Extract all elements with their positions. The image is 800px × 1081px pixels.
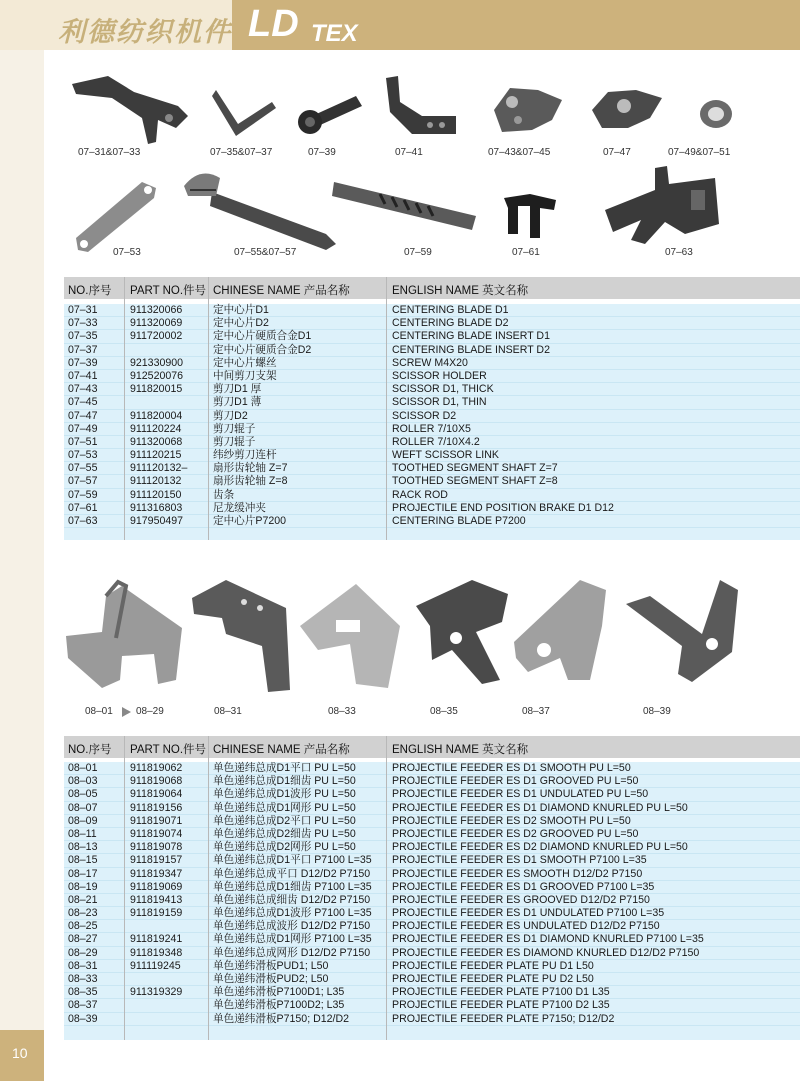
table-row xyxy=(64,370,800,383)
chinese-name-cell: 尼龙缓冲夹 xyxy=(213,501,266,514)
photo-caption: 07–49&07–51 xyxy=(668,147,731,158)
chinese-name-cell: 单色递纬总成D1波形 P7100 L=35 xyxy=(213,907,372,920)
english-name-cell: PROJECTILE FEEDER ES D2 SMOOTH PU L=50 xyxy=(392,814,631,827)
chinese-name-cell: 单色递纬滑板P7100D1; L35 xyxy=(213,986,345,999)
rack-rod-image xyxy=(330,176,480,236)
table-row xyxy=(64,762,800,775)
table-row xyxy=(64,986,800,999)
part-number-cell: 911320068 xyxy=(130,435,183,448)
part-no-cell: 07–43 xyxy=(68,383,98,396)
chinese-name-cell: 单色递纬总成D1平口 P7100 L=35 xyxy=(213,854,372,867)
part-number-cell: 911819347 xyxy=(130,867,183,880)
chinese-name-cell: 单色递纬总成平口 D12/D2 P7150 xyxy=(213,867,371,880)
table1-divider xyxy=(124,277,125,540)
part-no-cell: 08–11 xyxy=(68,827,97,840)
feeder-plate-p7100-d1-image xyxy=(412,576,512,688)
part-no-cell: 08–05 xyxy=(68,788,98,801)
english-name-cell: TOOTHED SEGMENT SHAFT Z=8 xyxy=(392,475,558,488)
feeder-plate-p7150-image xyxy=(622,576,742,686)
chinese-name-cell: 剪刀D1 厚 xyxy=(213,383,262,396)
table-row xyxy=(64,881,800,894)
table-row xyxy=(64,330,800,343)
english-name-cell: SCREW M4X20 xyxy=(392,356,468,369)
part-number-cell: 911819157 xyxy=(130,854,183,867)
photo-caption: 07–55&07–57 xyxy=(234,247,297,258)
photo-caption: 08–33 xyxy=(328,706,356,717)
english-name-cell: SCISSOR D2 xyxy=(392,409,457,422)
english-name-cell: ROLLER 7/10X5 xyxy=(392,422,471,435)
english-name-cell: PROJECTILE FEEDER ES DIAMOND KNURLED D12/D2 P7150 xyxy=(392,946,700,959)
part-number-cell: 911120224 xyxy=(130,422,182,435)
chinese-name-cell: 定中心片硬质合金D1 xyxy=(213,330,312,343)
table-row xyxy=(64,317,800,330)
english-name-cell: CENTERING BLADE D2 xyxy=(392,317,509,330)
photo-caption: 07–47 xyxy=(603,147,631,158)
part-number-cell: 917950497 xyxy=(130,515,184,527)
english-name-cell: CENTERING BLADE INSERT D1 xyxy=(392,330,550,343)
end-position-brake-image xyxy=(500,192,560,242)
part-no-cell: 08–21 xyxy=(68,893,98,906)
page-number-box xyxy=(0,1030,44,1081)
chinese-name-cell: 单色递纬总成D1细齿 P7100 L=35 xyxy=(213,880,372,893)
chinese-name-cell: 定中心片D1 xyxy=(213,304,269,316)
english-name-cell: SCISSOR D1, THIN xyxy=(392,396,487,409)
blade-insert-image xyxy=(210,80,280,140)
table-row xyxy=(64,383,800,396)
table-row xyxy=(64,396,800,409)
table-row xyxy=(64,1013,800,1026)
part-number-cell: 911819348 xyxy=(130,946,183,959)
part-number-cell: 911319329 xyxy=(130,986,183,999)
table-row xyxy=(64,475,800,488)
part-number-cell: 911120132 xyxy=(130,475,182,488)
chinese-name-cell: 中间剪刀支架 xyxy=(213,369,277,382)
part-number-cell: 911820004 xyxy=(130,409,183,422)
part-no-cell: 07–39 xyxy=(68,356,98,369)
english-name-cell: PROJECTILE FEEDER ES GROOVED D12/D2 P7150 xyxy=(392,893,650,906)
part-no-cell: 08–09 xyxy=(68,814,98,827)
english-name-cell: PROJECTILE FEEDER PLATE P7150; D12/D2 xyxy=(392,1012,615,1025)
photo-caption: 08–01 xyxy=(85,706,113,717)
col-english-header: ENGLISH NAME 英文名称 xyxy=(392,744,529,756)
roller-image xyxy=(696,96,736,132)
brand-chinese-name: 利德纺织机件 xyxy=(58,17,232,48)
toothed-segment-shaft-image xyxy=(176,164,346,254)
english-name-cell: PROJECTILE FEEDER ES D1 GROOVED P7100 L=35 xyxy=(392,880,655,893)
chinese-name-cell: 剪刀辊子 xyxy=(213,435,256,448)
chinese-name-cell: 定中心片P7200 xyxy=(213,515,287,527)
part-no-cell: 08–27 xyxy=(68,933,98,946)
table2-divider xyxy=(386,736,387,1040)
part-no-cell: 07–59 xyxy=(68,488,98,501)
table-row xyxy=(64,449,800,462)
photo-caption: 08–31 xyxy=(214,706,242,717)
chinese-name-cell: 剪刀辊子 xyxy=(213,422,256,435)
photo-caption: 07–43&07–45 xyxy=(488,147,551,158)
col-chinese-header: CHINESE NAME 产品名称 xyxy=(213,744,350,756)
part-no-cell: 08–01 xyxy=(68,762,98,774)
part-no-cell: 07–41 xyxy=(68,369,98,382)
english-name-cell: CENTERING BLADE P7200 xyxy=(392,515,526,527)
table-row xyxy=(64,788,800,801)
photo-caption: 07–39 xyxy=(308,147,336,158)
table-row xyxy=(64,999,800,1012)
table-row xyxy=(64,854,800,867)
english-name-cell: PROJECTILE FEEDER PLATE PU D2 L50 xyxy=(392,973,594,985)
parts-table-08 xyxy=(64,762,800,1040)
left-margin-strip xyxy=(0,50,44,1081)
english-name-cell: ROLLER 7/10X4.2 xyxy=(392,435,480,448)
scissor-d1-image xyxy=(488,80,568,140)
part-no-cell: 08–15 xyxy=(68,854,98,867)
chinese-name-cell: 单色递纬滑板PUD2; L50 xyxy=(213,973,329,985)
part-number-cell: 911120132– xyxy=(130,462,188,475)
chinese-name-cell: 单色递纬滑板PUD1; L50 xyxy=(213,959,329,972)
table-row xyxy=(64,436,800,449)
col-chinese-header: CHINESE NAME 产品名称 xyxy=(213,285,350,297)
table-row xyxy=(64,304,800,317)
chinese-name-cell: 单色递纬总成D2细齿 PU L=50 xyxy=(213,827,356,840)
table-row xyxy=(64,344,800,357)
part-no-cell: 07–31 xyxy=(68,304,98,316)
part-no-cell: 07–49 xyxy=(68,422,98,435)
photo-caption: 07–41 xyxy=(395,147,423,158)
part-number-cell: 911819068 xyxy=(130,775,183,788)
english-name-cell: PROJECTILE FEEDER ES SMOOTH D12/D2 P7150 xyxy=(392,867,643,880)
part-no-cell: 08–19 xyxy=(68,880,98,893)
chinese-name-cell: 定中心片螺丝 xyxy=(213,356,277,369)
part-no-cell: 07–53 xyxy=(68,449,98,462)
english-name-cell: SCISSOR D1, THICK xyxy=(392,383,494,396)
table-row xyxy=(64,828,800,841)
page-number: 10 xyxy=(12,1045,28,1061)
projectile-feeder-assembly-image xyxy=(62,576,186,698)
chinese-name-cell: 剪刀D2 xyxy=(213,409,248,422)
arrow-right-icon xyxy=(120,706,132,718)
table-row xyxy=(64,502,800,515)
english-name-cell: CENTERING BLADE INSERT D2 xyxy=(392,343,550,356)
table-row xyxy=(64,815,800,828)
part-no-cell: 07–51 xyxy=(68,435,98,448)
col-part-header: PART NO.件号 xyxy=(130,744,207,756)
table1-header xyxy=(64,277,800,299)
chinese-name-cell: 单色递纬滑板P7100D2; L35 xyxy=(213,999,345,1012)
weft-scissor-link-image xyxy=(72,176,162,256)
feeder-plate-pu-d1-image xyxy=(186,578,294,696)
part-number-cell: 911819069 xyxy=(130,880,183,893)
table1-divider xyxy=(208,277,209,540)
chinese-name-cell: 单色递纬总成细齿 D12/D2 P7150 xyxy=(213,893,371,906)
part-number-cell: 911819078 xyxy=(130,841,183,854)
part-no-cell: 08–39 xyxy=(68,1012,98,1025)
photo-caption: 08–39 xyxy=(643,706,671,717)
part-number-cell: 911120150 xyxy=(130,488,182,501)
english-name-cell: PROJECTILE FEEDER ES D1 DIAMOND KNURLED P7100 L=35 xyxy=(392,933,704,946)
photo-caption: 07–59 xyxy=(404,247,432,258)
table-row xyxy=(64,894,800,907)
chinese-name-cell: 单色递纬总成D1波形 PU L=50 xyxy=(213,788,356,801)
scissor-d2-image xyxy=(588,84,668,140)
part-no-cell: 07–57 xyxy=(68,475,98,488)
table-row xyxy=(64,960,800,973)
part-number-cell: 911819062 xyxy=(130,762,183,774)
table2-header xyxy=(64,736,800,758)
table-row xyxy=(64,462,800,475)
english-name-cell: RACK ROD xyxy=(392,488,448,501)
brand-cn-block xyxy=(0,0,232,50)
photo-caption: 08–37 xyxy=(522,706,550,717)
part-no-cell: 08–35 xyxy=(68,986,98,999)
english-name-cell: PROJECTILE FEEDER ES D1 SMOOTH P7100 L=35 xyxy=(392,854,647,867)
table-row xyxy=(64,423,800,436)
chinese-name-cell: 定中心片硬质合金D2 xyxy=(213,343,312,356)
table-row xyxy=(64,947,800,960)
part-number-cell: 911819064 xyxy=(130,788,183,801)
english-name-cell: PROJECTILE FEEDER ES D1 SMOOTH PU L=50 xyxy=(392,762,631,774)
part-no-cell: 07–63 xyxy=(68,515,98,527)
part-number-cell: 921330900 xyxy=(130,356,184,369)
centering-blade-p7200-image xyxy=(595,162,725,252)
chinese-name-cell: 纬纱剪刀连杆 xyxy=(213,449,277,462)
chinese-name-cell: 单色递纬总成D1网形 P7100 L=35 xyxy=(213,933,372,946)
part-no-cell: 08–31 xyxy=(68,959,98,972)
table-row xyxy=(64,868,800,881)
part-number-cell: 911320069 xyxy=(130,317,183,330)
chinese-name-cell: 扇形齿轮轴 Z=7 xyxy=(213,462,288,475)
photo-caption: 07–61 xyxy=(512,247,540,258)
part-no-cell: 07–37 xyxy=(68,343,98,356)
chinese-name-cell: 单色递纬总成D1网形 PU L=50 xyxy=(213,801,356,814)
table-row xyxy=(64,357,800,370)
table-row xyxy=(64,410,800,423)
part-number-cell: 911820015 xyxy=(130,383,183,396)
part-no-cell: 08–25 xyxy=(68,920,98,933)
chinese-name-cell: 定中心片D2 xyxy=(213,317,269,330)
table-row xyxy=(64,802,800,815)
part-number-cell: 911819241 xyxy=(130,933,183,946)
scissor-holder-image xyxy=(382,72,462,142)
part-no-cell: 08–07 xyxy=(68,801,98,814)
part-no-cell: 08–03 xyxy=(68,775,98,788)
col-english-header: ENGLISH NAME 英文名称 xyxy=(392,285,529,297)
photo-caption: 07–63 xyxy=(665,247,693,258)
part-no-cell: 08–17 xyxy=(68,867,98,880)
table-row xyxy=(64,973,800,986)
screw-image xyxy=(290,88,370,138)
table-row xyxy=(64,775,800,788)
part-number-cell: 911720002 xyxy=(130,330,183,343)
table-row xyxy=(64,515,800,528)
english-name-cell: PROJECTILE FEEDER ES D2 DIAMOND KNURLED PU L=50 xyxy=(392,841,688,854)
english-name-cell: PROJECTILE FEEDER PLATE PU D1 L50 xyxy=(392,959,594,972)
part-number-cell: 911819413 xyxy=(130,893,183,906)
chinese-name-cell: 扇形齿轮轴 Z=8 xyxy=(213,475,288,488)
chinese-name-cell: 单色递纬总成D2网形 PU L=50 xyxy=(213,841,356,854)
part-no-cell: 07–55 xyxy=(68,462,98,475)
col-no-header: NO.序号 xyxy=(68,285,112,297)
part-no-cell: 08–23 xyxy=(68,907,98,920)
table-row xyxy=(64,933,800,946)
table-row xyxy=(64,841,800,854)
part-number-cell: 911819071 xyxy=(130,814,183,827)
english-name-cell: WEFT SCISSOR LINK xyxy=(392,449,499,462)
chinese-name-cell: 齿条 xyxy=(213,488,235,501)
chinese-name-cell: 单色递纬总成D1平口 PU L=50 xyxy=(213,762,356,774)
chinese-name-cell: 单色递纬滑板P7150; D12/D2 xyxy=(213,1012,350,1025)
part-number-cell: 911819156 xyxy=(130,801,183,814)
table2-divider xyxy=(124,736,125,1040)
table-row xyxy=(64,920,800,933)
feeder-plate-p7100-d2-image xyxy=(510,576,610,688)
english-name-cell: PROJECTILE FEEDER ES UNDULATED D12/D2 P7150 xyxy=(392,920,660,933)
chinese-name-cell: 单色递纬总成网形 D12/D2 P7150 xyxy=(213,946,371,959)
part-no-cell: 08–13 xyxy=(68,841,98,854)
part-number-cell: 911819074 xyxy=(130,827,183,840)
english-name-cell: PROJECTILE FEEDER PLATE P7100 D1 L35 xyxy=(392,986,610,999)
centering-blade-image xyxy=(68,70,198,150)
photo-caption: 07–35&07–37 xyxy=(210,147,273,158)
chinese-name-cell: 单色递纬总成D2平口 PU L=50 xyxy=(213,814,356,827)
part-no-cell: 07–47 xyxy=(68,409,98,422)
photo-caption: 07–53 xyxy=(113,247,141,258)
chinese-name-cell: 剪刀D1 薄 xyxy=(213,396,262,409)
part-no-cell: 07–35 xyxy=(68,330,98,343)
table-row xyxy=(64,489,800,502)
photo-caption: 08–35 xyxy=(430,706,458,717)
part-no-cell: 08–29 xyxy=(68,946,98,959)
part-no-cell: 07–61 xyxy=(68,501,98,514)
chinese-name-cell: 单色递纬总成波形 D12/D2 P7150 xyxy=(213,920,371,933)
photo-caption: 08–29 xyxy=(136,706,164,717)
english-name-cell: PROJECTILE FEEDER ES D1 DIAMOND KNURLED PU L=50 xyxy=(392,801,688,814)
part-no-cell: 08–33 xyxy=(68,973,98,985)
english-name-cell: CENTERING BLADE D1 xyxy=(392,304,509,316)
chinese-name-cell: 单色递纬总成D1细齿 PU L=50 xyxy=(213,775,356,788)
part-number-cell: 911320066 xyxy=(130,304,183,316)
english-name-cell: PROJECTILE FEEDER ES D1 UNDULATED P7100 L=35 xyxy=(392,907,665,920)
english-name-cell: PROJECTILE FEEDER PLATE P7100 D2 L35 xyxy=(392,999,610,1012)
feeder-plate-pu-d2-image xyxy=(296,580,406,692)
english-name-cell: PROJECTILE FEEDER ES D1 GROOVED PU L=50 xyxy=(392,775,639,788)
table1-divider xyxy=(386,277,387,540)
part-number-cell: 911120215 xyxy=(130,449,182,462)
brand-logo-tex: TEX xyxy=(311,20,358,47)
part-no-cell: 08–37 xyxy=(68,999,98,1012)
page-header xyxy=(0,0,800,50)
english-name-cell: PROJECTILE FEEDER ES D1 UNDULATED PU L=50 xyxy=(392,788,649,801)
table2-divider xyxy=(208,736,209,1040)
col-part-header: PART NO.件号 xyxy=(130,285,207,297)
part-no-cell: 07–45 xyxy=(68,396,98,409)
english-name-cell: PROJECTILE FEEDER ES D2 GROOVED PU L=50 xyxy=(392,827,639,840)
part-number-cell: 911119245 xyxy=(130,959,181,972)
photo-caption: 07–31&07–33 xyxy=(78,147,141,158)
parts-table-07 xyxy=(64,304,800,540)
brand-logo-ld: LD xyxy=(248,3,299,45)
table-row xyxy=(64,907,800,920)
part-number-cell: 911316803 xyxy=(130,501,183,514)
english-name-cell: TOOTHED SEGMENT SHAFT Z=7 xyxy=(392,462,558,475)
part-number-cell: 912520076 xyxy=(130,369,184,382)
col-no-header: NO.序号 xyxy=(68,744,112,756)
english-name-cell: SCISSOR HOLDER xyxy=(392,369,487,382)
english-name-cell: PROJECTILE END POSITION BRAKE D1 D12 xyxy=(392,501,614,514)
part-no-cell: 07–33 xyxy=(68,317,98,330)
part-number-cell: 911819159 xyxy=(130,907,183,920)
